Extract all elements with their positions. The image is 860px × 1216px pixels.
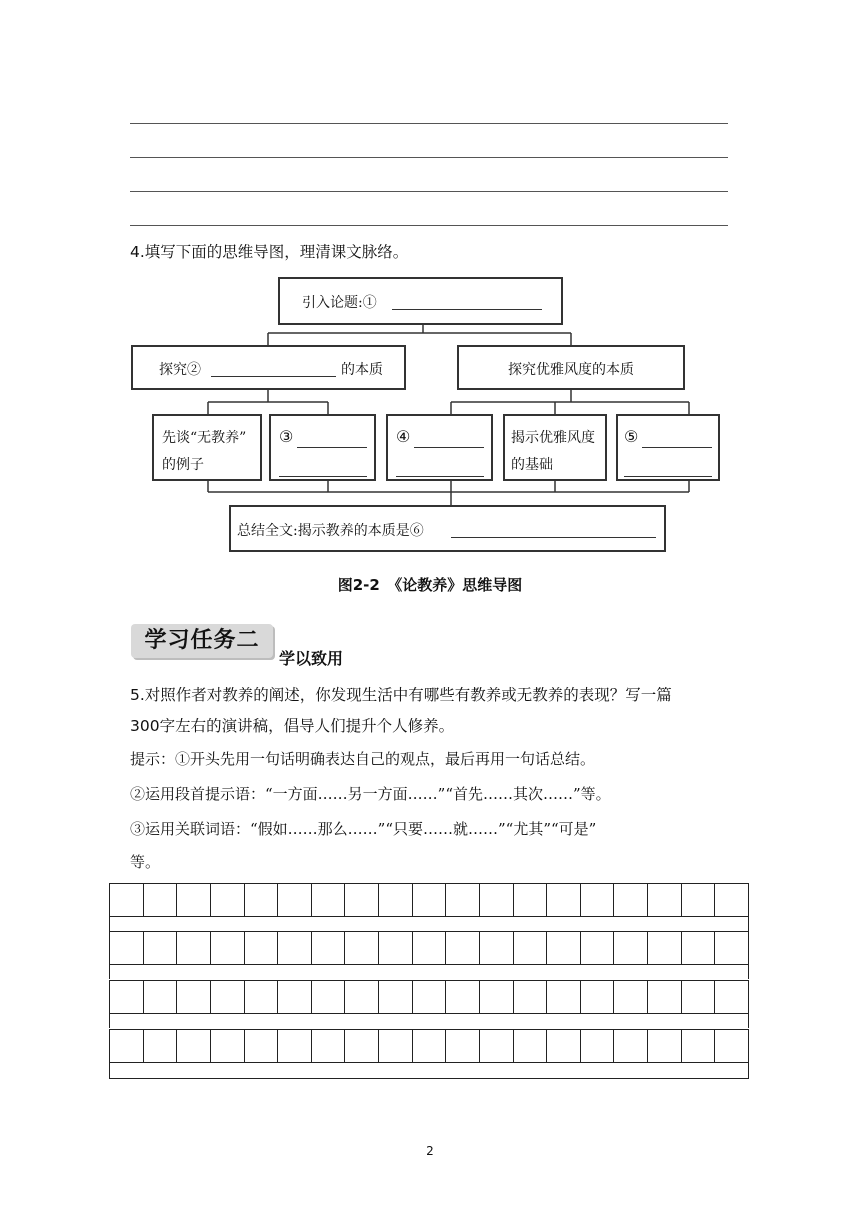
grid-cell[interactable]: [445, 884, 479, 916]
leaf4-line2: 的基础: [511, 457, 553, 473]
grid-cell[interactable]: [714, 932, 748, 964]
grid-cell[interactable]: [647, 884, 681, 916]
grid-row: [109, 883, 749, 917]
grid-cell[interactable]: [546, 981, 580, 1013]
grid-cell[interactable]: [176, 932, 210, 964]
grid-cell[interactable]: [244, 981, 278, 1013]
grid-cell[interactable]: [210, 932, 244, 964]
grid-cell[interactable]: [344, 884, 378, 916]
map-leaf-5: [616, 414, 720, 481]
grid-cell[interactable]: [143, 981, 177, 1013]
map-node-conclusion: [229, 505, 666, 552]
left-branch-suffix: 的本质: [341, 362, 383, 378]
grid-spacer: [109, 965, 749, 979]
grid-cell[interactable]: [445, 932, 479, 964]
grid-cell[interactable]: [244, 1030, 278, 1062]
grid-cell[interactable]: [714, 1030, 748, 1062]
blank-4b[interactable]: [396, 459, 484, 477]
grid-cell[interactable]: [613, 981, 647, 1013]
grid-spacer: [109, 1063, 749, 1079]
question-5-line2: 300字左右的演讲稿，倡导人们提升个人修养。: [130, 717, 455, 735]
figure-caption: 图2-2 《论教养》思维导图: [337, 576, 523, 594]
grid-cell[interactable]: [546, 1030, 580, 1062]
question-4: 4.填写下面的思维导图，理清课文脉络。: [130, 243, 409, 261]
blank-3b[interactable]: [279, 459, 367, 477]
grid-cell[interactable]: [580, 1030, 614, 1062]
left-branch-prefix: 探究②: [159, 362, 201, 378]
leaf5-number: ⑤: [624, 427, 639, 446]
grid-cell[interactable]: [412, 981, 446, 1013]
grid-cell[interactable]: [647, 932, 681, 964]
grid-cell[interactable]: [647, 981, 681, 1013]
map-leaf-3: [386, 414, 493, 481]
grid-cell[interactable]: [244, 884, 278, 916]
grid-cell[interactable]: [546, 932, 580, 964]
grid-row: [109, 931, 749, 965]
task-title: 学以致用: [279, 649, 344, 668]
grid-cell[interactable]: [378, 932, 412, 964]
right-branch-label: 探究优雅风度的本质: [508, 362, 634, 378]
grid-cell[interactable]: [344, 981, 378, 1013]
blank-5a[interactable]: [642, 430, 712, 448]
grid-cell[interactable]: [681, 1030, 715, 1062]
grid-cell[interactable]: [277, 884, 311, 916]
grid-cell[interactable]: [546, 884, 580, 916]
grid-cell[interactable]: [613, 1030, 647, 1062]
map-leaf-2: [269, 414, 376, 481]
grid-row: [109, 1029, 749, 1063]
hint-line: ③运用关联词语：“假如……那么……”“只要……就……”“尤其”“可是”: [130, 820, 597, 838]
grid-cell[interactable]: [580, 884, 614, 916]
hint-line: 提示：①开头先用一句话明确表达自己的观点，最后再用一句话总结。: [130, 750, 596, 768]
grid-cell[interactable]: [210, 981, 244, 1013]
grid-cell[interactable]: [378, 1030, 412, 1062]
blank-4a[interactable]: [414, 430, 484, 448]
grid-cell[interactable]: [613, 884, 647, 916]
map-node-intro: [278, 277, 563, 325]
grid-cell[interactable]: [613, 932, 647, 964]
grid-cell[interactable]: [110, 1030, 143, 1062]
leaf3-number: ④: [396, 427, 411, 446]
grid-cell[interactable]: [143, 884, 177, 916]
grid-cell[interactable]: [479, 1030, 513, 1062]
grid-cell[interactable]: [681, 884, 715, 916]
grid-cell[interactable]: [580, 981, 614, 1013]
blank-2[interactable]: [211, 357, 336, 377]
page-number: 2: [426, 1144, 434, 1158]
grid-cell[interactable]: [412, 932, 446, 964]
grid-cell[interactable]: [513, 1030, 547, 1062]
grid-cell[interactable]: [176, 884, 210, 916]
grid-cell[interactable]: [110, 981, 143, 1013]
grid-cell[interactable]: [412, 1030, 446, 1062]
grid-cell[interactable]: [110, 932, 143, 964]
question-5-line1: 5.对照作者对教养的阐述，你发现生活中有哪些有教养或无教养的表现？写一篇: [130, 686, 672, 704]
intro-label: 引入论题:①: [302, 295, 377, 311]
grid-cell[interactable]: [176, 1030, 210, 1062]
grid-cell[interactable]: [311, 1030, 345, 1062]
grid-cell[interactable]: [244, 932, 278, 964]
grid-cell[interactable]: [344, 932, 378, 964]
map-node-right-branch: [457, 345, 685, 390]
grid-cell[interactable]: [412, 884, 446, 916]
grid-cell[interactable]: [378, 884, 412, 916]
map-leaf-4: [503, 414, 607, 481]
grid-cell[interactable]: [277, 981, 311, 1013]
grid-cell[interactable]: [714, 981, 748, 1013]
grid-cell[interactable]: [479, 981, 513, 1013]
grid-cell[interactable]: [110, 884, 143, 916]
grid-cell[interactable]: [681, 981, 715, 1013]
grid-cell[interactable]: [210, 884, 244, 916]
grid-cell[interactable]: [714, 884, 748, 916]
grid-cell[interactable]: [681, 932, 715, 964]
grid-cell[interactable]: [513, 932, 547, 964]
hint-line: ②运用段首提示语：“一方面……另一方面……”“首先……其次……”等。: [130, 785, 611, 803]
leaf1-line2: 的例子: [162, 457, 204, 473]
map-leaf-1: [152, 414, 262, 481]
grid-cell[interactable]: [311, 981, 345, 1013]
grid-cell[interactable]: [445, 981, 479, 1013]
map-node-left-branch: [131, 345, 406, 390]
leaf4-line1: 揭示优雅风度: [511, 430, 595, 446]
grid-cell[interactable]: [445, 1030, 479, 1062]
grid-cell[interactable]: [647, 1030, 681, 1062]
grid-cell[interactable]: [479, 884, 513, 916]
conclusion-label: 总结全文:揭示教养的本质是⑥: [237, 523, 424, 539]
blank-5b[interactable]: [624, 459, 712, 477]
grid-cell[interactable]: [513, 884, 547, 916]
grid-cell[interactable]: [311, 932, 345, 964]
grid-spacer: [109, 917, 749, 931]
blank-1[interactable]: [392, 290, 542, 310]
grid-cell[interactable]: [176, 981, 210, 1013]
grid-spacer: [109, 1014, 749, 1028]
grid-cell[interactable]: [210, 1030, 244, 1062]
grid-cell[interactable]: [143, 1030, 177, 1062]
grid-cell[interactable]: [479, 932, 513, 964]
grid-cell[interactable]: [143, 932, 177, 964]
blank-3a[interactable]: [297, 430, 367, 448]
grid-cell[interactable]: [311, 884, 345, 916]
task-badge: 学习任务二: [131, 624, 273, 658]
grid-cell[interactable]: [580, 932, 614, 964]
hint-line: 等。: [130, 853, 161, 871]
blank-6[interactable]: [451, 518, 656, 538]
leaf1-line1: 先谈“无教养”: [162, 430, 247, 446]
grid-cell[interactable]: [277, 932, 311, 964]
grid-cell[interactable]: [344, 1030, 378, 1062]
grid-cell[interactable]: [378, 981, 412, 1013]
grid-row: [109, 980, 749, 1014]
grid-cell[interactable]: [277, 1030, 311, 1062]
grid-cell[interactable]: [513, 981, 547, 1013]
leaf2-number: ③: [279, 427, 294, 446]
